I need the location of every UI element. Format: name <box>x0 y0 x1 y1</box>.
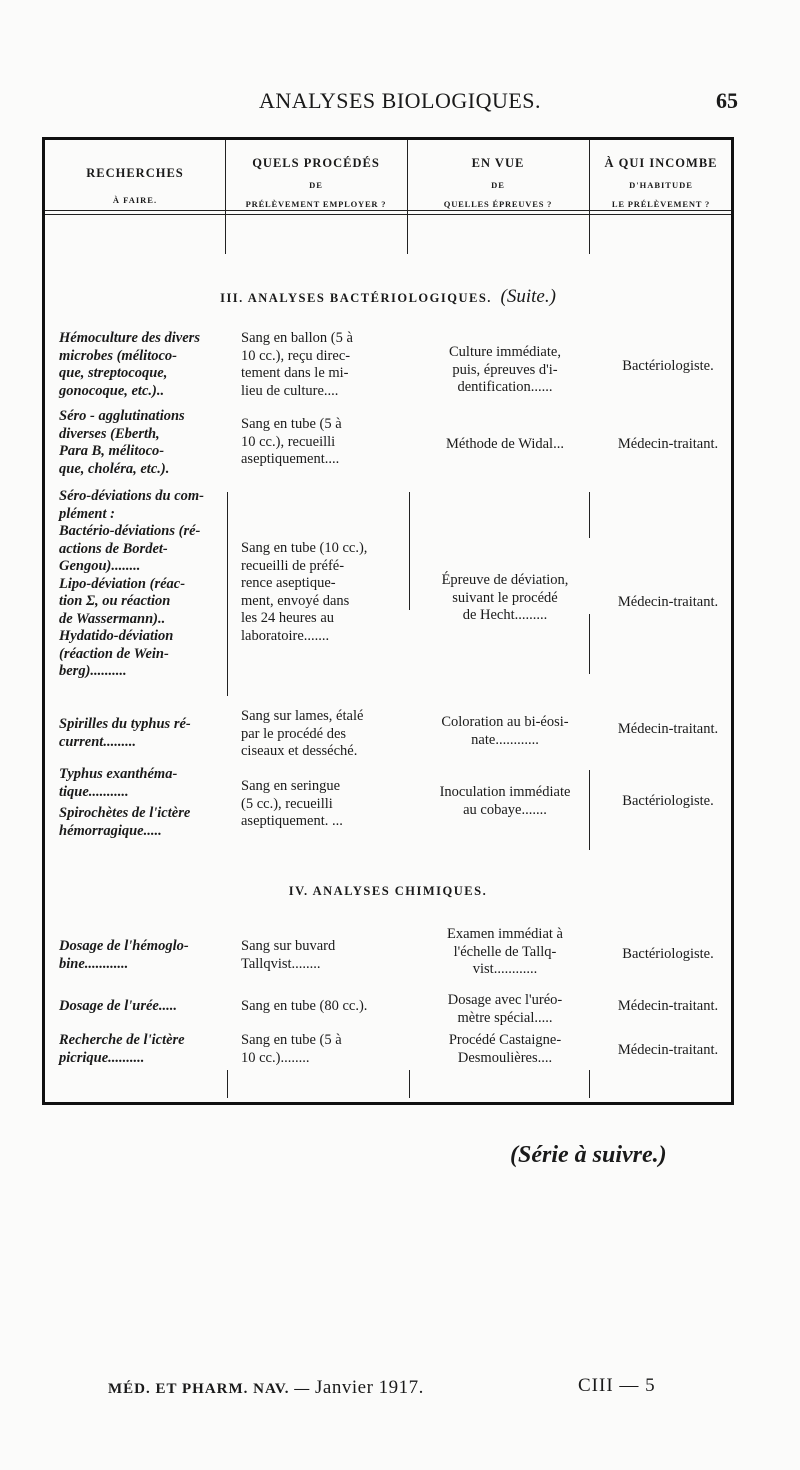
procede-cell <box>241 1032 403 1067</box>
text-line: Sang en ballon (5 à <box>241 330 353 346</box>
text-line: que, streptocoque, <box>59 365 168 381</box>
section-title-suite: (Suite.) <box>500 286 556 307</box>
text-line: Lipo-déviation (réac- <box>59 575 186 592</box>
column-separator <box>409 1070 410 1098</box>
text-line: Séro - agglutinations <box>59 408 185 424</box>
text-line: dentification...... <box>457 379 553 395</box>
column-separator <box>589 614 590 674</box>
qui-cell: Bactériologiste. <box>622 358 714 374</box>
text-line: Examen immédiat à <box>447 926 563 942</box>
text-line: Dosage avec l'uréo- <box>447 992 563 1008</box>
text-line: Sang en tube (10 cc.), <box>241 540 368 556</box>
column-header-line: QUELS PROCÉDÉS <box>252 156 380 170</box>
column-header-qui <box>589 156 733 209</box>
recherche-cell <box>59 1032 227 1067</box>
epreuve-cell <box>423 992 587 1027</box>
qui-cell: Médecin-traitant. <box>617 998 719 1014</box>
text-line: de Hecht......... <box>462 607 548 623</box>
column-header-line: DE <box>491 180 505 190</box>
text-line: Méthode de Widal... <box>446 436 564 452</box>
epreuve-cell <box>423 926 587 979</box>
page-number: 65 <box>716 88 738 113</box>
qui-cell: Bactériologiste. <box>622 793 714 809</box>
text-line: Inoculation immédiate <box>439 784 571 800</box>
text-line: Sang sur buvard <box>241 938 336 954</box>
text-line: Desmoulières.... <box>457 1049 553 1066</box>
procede-cell <box>241 938 403 973</box>
text-line: Gengou)........ <box>59 558 141 574</box>
text-line: picrique.......... <box>59 1049 145 1066</box>
text-line: (réaction de Wein- <box>59 645 169 662</box>
column-header-line: PRÉLÈVEMENT EMPLOYER ? <box>245 199 387 209</box>
text-line: Culture immédiate, <box>449 344 561 360</box>
text-line: 10 cc.)........ <box>241 1049 310 1066</box>
text-line: 10 cc.), recueilli <box>241 433 336 450</box>
text-line: Spirilles du typhus ré- <box>59 716 191 732</box>
analyses-table <box>42 137 734 1105</box>
recherche-cell <box>59 766 227 840</box>
page-footer <box>0 1375 800 1405</box>
epreuve-cell <box>423 572 587 625</box>
text-line: actions de Bordet- <box>59 540 168 557</box>
text-line: puis, épreuves d'i- <box>452 361 558 378</box>
text-line: recueilli de préfé- <box>241 557 345 574</box>
column-separator <box>227 492 228 696</box>
text-line: Coloration au bi-éosi- <box>441 714 569 730</box>
text-line: par le procédé des <box>241 725 347 742</box>
text-line: diverses (Eberth, <box>59 425 160 442</box>
procede-cell <box>241 416 403 469</box>
text-line: bine............ <box>59 955 129 972</box>
text-line: au cobaye....... <box>463 801 547 818</box>
text-line: current......... <box>59 733 136 750</box>
text-line: Para B, mélitoco- <box>59 443 165 459</box>
column-header-line: EN VUE <box>471 156 525 170</box>
epreuve-cell <box>423 784 587 819</box>
page-header <box>0 80 800 120</box>
text-line: microbes (mélitoco- <box>59 347 177 364</box>
qui-cell: Médecin-traitant. <box>617 436 719 452</box>
column-header-line: D'HABITUDE <box>629 180 693 190</box>
procede-cell <box>241 330 403 400</box>
column-header-epreuves <box>407 156 589 209</box>
column-header-line: À QUI INCOMBE <box>604 156 718 170</box>
recherche-cell <box>59 716 227 751</box>
procede-cell <box>241 540 403 645</box>
text-line: Sang en tube (5 à <box>241 1032 342 1048</box>
column-header-recherches <box>45 166 225 205</box>
text-line: laboratoire....... <box>241 627 330 644</box>
column-header-line: À FAIRE. <box>112 195 158 205</box>
text-line: tion Σ, ou réaction <box>59 593 171 609</box>
recherche-cell <box>59 938 227 973</box>
text-line: Spirochètes de l'ictère <box>59 805 191 821</box>
text-line: rence aseptique- <box>241 575 336 591</box>
column-separator <box>589 1070 590 1098</box>
text-line: aseptiquement.... <box>241 451 340 467</box>
text-line: nate............ <box>471 731 539 748</box>
epreuve-cell <box>423 436 587 454</box>
column-header-line: LE PRÉLÈVEMENT ? <box>611 199 711 209</box>
epreuve-cell <box>423 344 587 397</box>
text-line: de Wassermann).. <box>59 610 166 627</box>
text-line: Séro-déviations du com- <box>59 488 204 504</box>
text-line: Recherche de l'ictère <box>59 1032 185 1048</box>
section-title-bacteriologiques <box>45 286 731 308</box>
procede-cell <box>241 778 403 831</box>
text-line: gonocoque, etc.).. <box>59 382 165 399</box>
text-line: Sang sur lames, étalé <box>241 708 364 724</box>
text-line: Dosage de l'hémoglo- <box>59 938 189 954</box>
recherche-cell <box>59 408 227 478</box>
column-separator <box>589 492 590 538</box>
column-header-procedes <box>225 156 407 209</box>
text-line: suivant le procédé <box>452 589 558 606</box>
header-rule-double <box>45 214 731 215</box>
text-line: Épreuve de déviation, <box>441 572 569 588</box>
text-line: mètre spécial..... <box>457 1009 553 1026</box>
procede-cell <box>241 998 403 1016</box>
text-line: aseptiquement. ... <box>241 813 343 829</box>
text-line: lieu de culture.... <box>241 382 339 399</box>
text-line: Typhus exanthéma- <box>59 766 178 782</box>
column-header-line: DE <box>309 180 323 190</box>
column-separator <box>227 1070 228 1098</box>
text-line: (5 cc.), recueilli <box>241 795 333 812</box>
procede-cell <box>241 708 403 761</box>
qui-cell: Médecin-traitant. <box>617 594 719 610</box>
text-line: berg).......... <box>59 663 127 679</box>
text-line: Sang en tube (5 à <box>241 416 342 432</box>
text-line: tement dans le mi- <box>241 365 349 381</box>
to-be-continued-note: (Série à suivre.) <box>510 1142 667 1168</box>
text-line: hémorragique..... <box>59 822 162 839</box>
qui-cell: Médecin-traitant. <box>617 721 719 737</box>
text-line: vist............ <box>472 961 538 977</box>
running-title: ANALYSES BIOLOGIQUES. <box>258 88 542 113</box>
header-rule <box>45 210 731 211</box>
journal-name: MÉD. ET PHARM. NAV. — <box>108 1381 311 1397</box>
column-separator <box>589 770 590 850</box>
text-line: ciseaux et desséché. <box>241 743 358 759</box>
recherche-cell <box>59 488 227 681</box>
text-line: l'échelle de Tallq- <box>453 943 557 960</box>
text-line: les 24 heures au <box>241 610 335 626</box>
column-header-line: RECHERCHES <box>86 166 184 180</box>
text-line: tique........... <box>59 783 129 800</box>
journal-line <box>108 1377 424 1399</box>
text-line: Sang en seringue <box>241 778 341 794</box>
signature-mark: CIII — 5 <box>578 1375 656 1396</box>
epreuve-cell <box>423 714 587 749</box>
text-line: ment, envoyé dans <box>241 592 350 609</box>
epreuve-cell <box>423 1032 587 1067</box>
text-line: Sang en tube (80 cc.). <box>241 998 368 1014</box>
text-line: Tallqvist........ <box>241 955 321 972</box>
issue-date: Janvier 1917. <box>315 1377 424 1398</box>
recherche-cell <box>59 998 227 1016</box>
text-line: 10 cc.), reçu direc- <box>241 347 351 364</box>
text-line: Hydatido-déviation <box>59 628 174 644</box>
text-line: Dosage de l'urée..... <box>59 998 177 1014</box>
qui-cell: Médecin-traitant. <box>617 1042 719 1058</box>
section-title-text: IV. ANALYSES CHIMIQUES. <box>288 884 488 898</box>
recherche-cell <box>59 330 227 400</box>
column-separator <box>409 492 410 610</box>
section-title-text: III. ANALYSES BACTÉRIOLOGIQUES. <box>220 291 492 305</box>
column-header-line: QUELLES ÉPREUVES ? <box>443 199 553 209</box>
section-title-chimiques <box>45 884 731 899</box>
text-line: Procédé Castaigne- <box>448 1032 562 1048</box>
text-line: Hémoculture des divers <box>59 330 200 346</box>
text-line: plément : <box>59 505 115 522</box>
text-line: Bactério-déviations (ré- <box>59 523 201 539</box>
qui-cell: Bactériologiste. <box>622 946 714 962</box>
text-line: que, choléra, etc.). <box>59 460 170 477</box>
